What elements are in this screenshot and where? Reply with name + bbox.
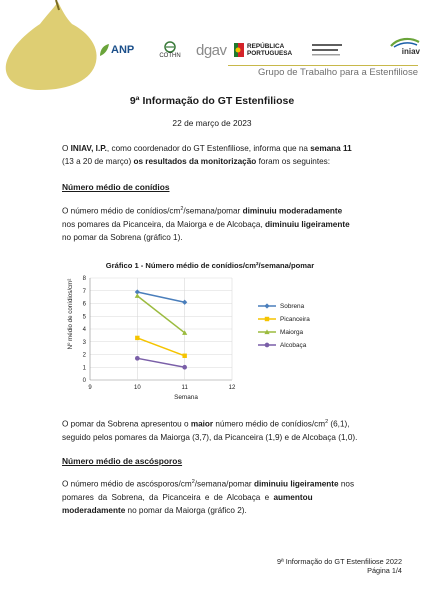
series-maiorga — [135, 293, 188, 335]
ministry-agriculture-logo — [312, 36, 348, 64]
anp-logo — [98, 36, 144, 64]
chart-title: Gráfico 1 - Número médio de conídios/cm²/semana/pomar — [105, 261, 315, 270]
flag-icon — [234, 43, 244, 57]
intro-dates: (13 a 20 de março) — [62, 157, 134, 166]
conidia-text-2: /semana/pomar — [183, 206, 243, 216]
data-point — [135, 293, 140, 298]
pear-logo — [0, 0, 100, 92]
conidia-paragraph — [62, 203, 366, 244]
republica-text: REPÚBLICA — [247, 43, 285, 50]
intro-paragraph — [62, 142, 366, 168]
series-line — [137, 338, 184, 356]
ministry-text-block-icon — [312, 42, 346, 58]
intro-week: semana 11 — [310, 144, 352, 153]
y-tick-label: 1 — [82, 365, 86, 372]
intro-results: os resultados da monitorização — [133, 157, 257, 166]
portuguesa-text: PORTUGUESA — [247, 50, 293, 57]
conidia-text-1: O número médio de conídios/cm — [62, 206, 181, 216]
conidia-text-3: nos pomares da Picanceira, da Maiorga e de Alcobaça, — [62, 219, 265, 229]
asco-text-4: pomares da Sobrena, da Picanceira e de Alcobaça e — [62, 492, 274, 502]
y-tick-label: 4 — [82, 327, 86, 334]
footer — [230, 557, 402, 575]
result-text-4: seguido pelos pomares da Maiorga (3,7), da Picanceira (1,9) e de Alcobaça (1,0). — [62, 432, 358, 442]
chart-legend — [258, 303, 310, 349]
footer-title: 9ª Informação do GT Estenfiliose 2022 — [276, 557, 402, 566]
cothn-text: COTHN — [159, 53, 181, 59]
chart-axes — [83, 276, 236, 391]
series-line — [137, 358, 184, 367]
legend-label: Picanceira — [280, 316, 310, 324]
anp-leaf-icon — [98, 43, 110, 57]
asco-text-3: nos — [338, 479, 355, 489]
cothn-emblem-icon — [163, 41, 177, 53]
intro-org: INIAV, I.P. — [70, 144, 107, 153]
header-rule — [228, 65, 418, 66]
legend-label: Maiorga — [280, 329, 304, 337]
y-tick-label: 0 — [82, 378, 86, 385]
asco-sup: 2 — [191, 479, 195, 485]
legend-label: Alcobaça — [280, 342, 307, 350]
series-sobrena — [135, 289, 188, 304]
result-max: maior — [190, 419, 214, 429]
data-point — [182, 354, 186, 358]
document-title: 9ª Informação do GT Estenfiliose — [129, 95, 295, 107]
x-tick-label: 9 — [88, 385, 92, 391]
working-group-label: Grupo de Trabalho para a Estenfiliose — [257, 67, 418, 78]
conidia-sup: 2 — [180, 206, 184, 212]
y-tick-label: 3 — [82, 339, 86, 346]
intro-text-1: O — [62, 144, 71, 153]
asco-trend-1: diminuiu ligeiramente — [253, 479, 339, 489]
asco-text-5: no pomar da Maiorga (gráfico 2). — [125, 505, 247, 515]
x-tick-label: 11 — [181, 385, 188, 391]
data-point — [135, 336, 139, 340]
legend-item — [258, 342, 307, 349]
asco-text-1: O número médio de ascósporos/cm — [62, 479, 192, 489]
anp-text: ANP — [111, 44, 135, 56]
footer-page-number: Página 1/4 — [367, 566, 402, 575]
result-sup: 2 — [325, 419, 329, 425]
republica-portuguesa-logo — [234, 36, 306, 64]
x-tick-label: 12 — [228, 385, 236, 391]
data-point — [264, 303, 269, 308]
legend-item — [258, 316, 310, 323]
asco-text-2: /semana/pomar — [194, 479, 254, 489]
data-point — [135, 356, 140, 361]
data-point — [265, 317, 269, 321]
conidia-text-4: no pomar da Sobrena (gráfico 1). — [62, 232, 183, 242]
chart-series — [135, 289, 188, 369]
y-tick-label: 6 — [82, 301, 86, 308]
dgav-text: dgav — [196, 41, 227, 59]
data-point — [182, 365, 187, 370]
chart-x-axis-label: Semana — [174, 394, 198, 401]
cothn-logo — [148, 36, 192, 64]
iniav-logo — [370, 36, 420, 64]
legend-item — [258, 303, 305, 310]
chart-conidia — [62, 258, 362, 404]
intro-text-3: foram os seguintes: — [256, 157, 331, 166]
result-text-3: (6,1), — [328, 419, 350, 429]
x-tick-label: 10 — [133, 385, 141, 391]
intro-text-2: , como coordenador do GT Estenfiliose, informa que na — [106, 144, 311, 153]
iniav-text: iniav — [401, 47, 420, 56]
y-tick-label: 8 — [82, 276, 86, 283]
conidia-result-paragraph — [62, 416, 366, 444]
asco-trend-3: moderadamente — [62, 505, 126, 515]
conidia-trend-1: diminuiu moderadamente — [242, 206, 343, 216]
section-heading-conidia: Número médio de conídios — [62, 182, 170, 192]
document-date: 22 de março de 2023 — [172, 118, 252, 128]
result-text-2: número médio de conídios/cm — [213, 419, 326, 429]
legend-item — [258, 329, 304, 336]
legend-label: Sobrena — [280, 303, 305, 311]
result-text-1: O pomar da Sobrena apresentou o — [62, 419, 191, 429]
data-point — [182, 300, 187, 305]
section-heading-ascospores: Número médio de ascósporos — [62, 456, 183, 466]
chart-y-axis-label: Nº médio de conídios/cm² — [67, 278, 74, 350]
partner-logos — [98, 36, 420, 64]
chart-grid — [90, 278, 232, 380]
y-tick-label: 5 — [82, 314, 86, 321]
dgav-logo — [196, 36, 230, 64]
ascospores-paragraph — [62, 476, 366, 517]
conidia-trend-2: diminuiu ligeiramente — [265, 219, 350, 229]
data-point — [265, 343, 270, 348]
y-tick-label: 2 — [82, 352, 86, 359]
y-tick-label: 7 — [82, 288, 86, 295]
asco-trend-2: aumentou — [273, 492, 313, 502]
